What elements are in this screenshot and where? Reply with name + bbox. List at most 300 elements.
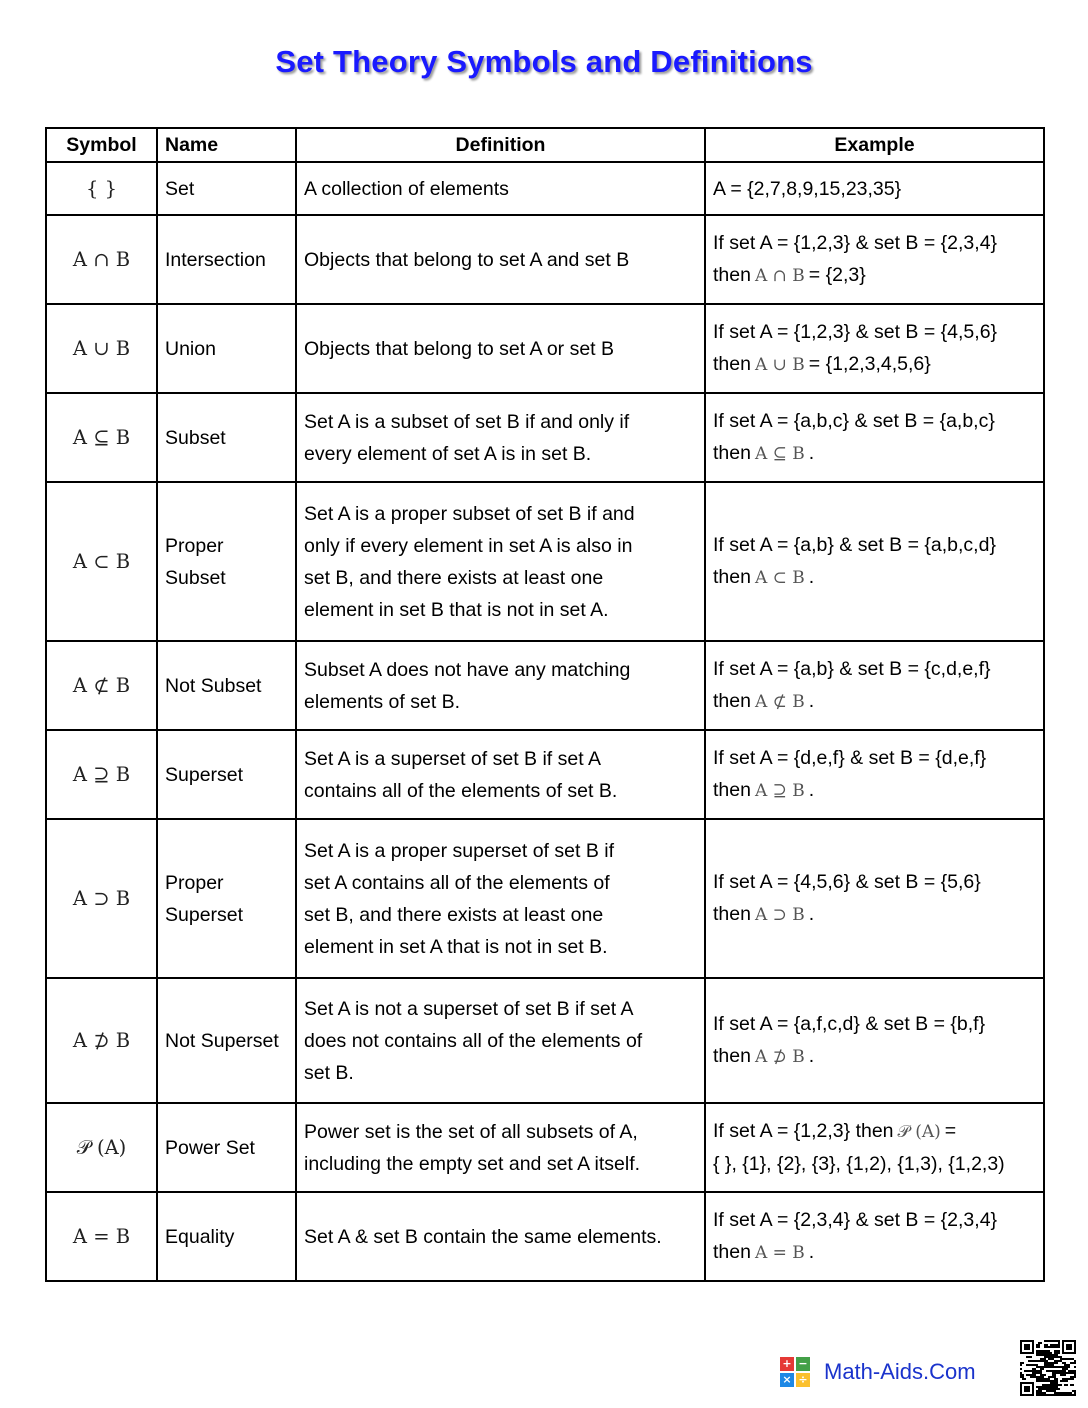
qr-module	[1052, 1372, 1054, 1374]
qr-module	[1036, 1364, 1038, 1366]
qr-module	[1022, 1378, 1024, 1380]
qr-module	[1048, 1366, 1050, 1368]
symbol-cell: { }	[46, 162, 157, 215]
definition-line: set B, and there exists at least one	[304, 903, 604, 926]
qr-module	[1040, 1358, 1042, 1360]
example-line	[713, 1204, 1036, 1236]
example-text: If set A = {a,b} & set B = {c,d,e,f}	[713, 658, 991, 680]
definition-cell	[296, 1103, 705, 1192]
example-text: .	[808, 779, 815, 801]
qr-module	[1040, 1352, 1042, 1354]
definition-line: Power set is the set of all subsets of A,	[304, 1120, 638, 1143]
qr-module	[1030, 1370, 1032, 1372]
qr-module	[1024, 1386, 1030, 1392]
qr-module	[1050, 1388, 1052, 1390]
table-row-set	[46, 162, 1044, 215]
qr-module	[1032, 1374, 1034, 1376]
qr-module	[1052, 1340, 1054, 1342]
qr-module	[1040, 1392, 1042, 1394]
qr-module	[1038, 1342, 1040, 1344]
qr-module	[1060, 1384, 1062, 1386]
table-row-union	[46, 304, 1044, 393]
name-cell	[157, 482, 296, 641]
name-line: Not Superset	[165, 1029, 279, 1052]
qr-module	[1052, 1354, 1054, 1356]
example-text: =	[944, 1120, 957, 1142]
qr-module	[1052, 1384, 1054, 1386]
definition-cell	[296, 978, 705, 1103]
qr-module	[1030, 1376, 1032, 1378]
qr-module	[1024, 1370, 1026, 1372]
header-symbol: Symbol	[46, 128, 157, 162]
qr-module	[1048, 1356, 1050, 1358]
qr-module	[1056, 1366, 1058, 1368]
qr-module	[1064, 1358, 1066, 1360]
example-text: .	[808, 442, 815, 464]
symbol-cell: A ∩ B	[46, 215, 157, 304]
qr-module	[1072, 1372, 1074, 1374]
definition-line: set A contains all of the elements of	[304, 871, 610, 894]
example-text: then	[713, 779, 751, 801]
qr-module	[1042, 1366, 1044, 1368]
example-cell	[705, 393, 1044, 482]
qr-module	[1058, 1384, 1060, 1386]
qr-module	[1050, 1340, 1052, 1342]
example-text: .	[808, 690, 815, 712]
qr-module	[1068, 1378, 1070, 1380]
qr-module	[1038, 1360, 1040, 1362]
qr-module	[1052, 1344, 1054, 1346]
qr-module	[1036, 1366, 1038, 1368]
example-text: then	[713, 1241, 751, 1263]
qr-module	[1060, 1392, 1062, 1394]
qr-module	[1048, 1384, 1050, 1386]
qr-module	[1062, 1366, 1064, 1368]
qr-module	[1048, 1378, 1050, 1380]
qr-module	[1034, 1374, 1036, 1376]
qr-module	[1054, 1340, 1056, 1342]
qr-module	[1062, 1358, 1064, 1360]
qr-module	[1020, 1368, 1022, 1370]
example-text: If set A = {a,b} & set B = {a,b,c,d}	[713, 534, 996, 556]
qr-module	[1064, 1392, 1066, 1394]
example-text: then	[713, 903, 751, 925]
example-math: A ⊃ B	[754, 905, 805, 925]
example-text: If set A = {2,3,4} & set B = {2,3,4}	[713, 1209, 998, 1231]
qr-module	[1058, 1356, 1060, 1358]
qr-module	[1048, 1390, 1050, 1392]
qr-module	[1036, 1394, 1038, 1396]
qr-module	[1054, 1378, 1056, 1380]
qr-module	[1044, 1344, 1046, 1346]
example-text: { }, {1}, {2}, {3}, {1,2), {1,3), {1,2,3)	[713, 1153, 1005, 1175]
qr-module	[1048, 1394, 1050, 1396]
qr-module	[1054, 1394, 1056, 1396]
qr-module	[1028, 1374, 1030, 1376]
qr-module	[1038, 1370, 1040, 1372]
name-cell	[157, 304, 296, 393]
qr-module	[1038, 1352, 1040, 1354]
qr-module	[1066, 1364, 1068, 1366]
qr-module	[1054, 1382, 1056, 1384]
qr-module	[1052, 1370, 1054, 1372]
qr-module	[1062, 1374, 1064, 1376]
qr-module	[1068, 1364, 1070, 1366]
qr-module	[1056, 1384, 1058, 1386]
qr-module	[1070, 1384, 1072, 1386]
symbol-cell: A ⊆ B	[46, 393, 157, 482]
qr-module	[1070, 1394, 1072, 1396]
name-line: Superset	[165, 903, 244, 926]
qr-module	[1062, 1378, 1064, 1380]
example-line	[713, 405, 1036, 437]
definition-cell	[296, 215, 705, 304]
qr-module	[1074, 1370, 1076, 1372]
qr-module	[1058, 1352, 1060, 1354]
qr-module	[1052, 1364, 1054, 1366]
definition-cell	[296, 1192, 705, 1281]
symbol-cell: 𝒫 (A)	[46, 1103, 157, 1192]
qr-module	[1058, 1370, 1060, 1372]
example-line	[713, 227, 1036, 259]
qr-module	[1074, 1390, 1076, 1392]
qr-module	[1038, 1386, 1040, 1388]
qr-module	[1064, 1364, 1066, 1366]
qr-module	[1066, 1392, 1068, 1394]
qr-module	[1054, 1392, 1056, 1394]
qr-module	[1044, 1378, 1046, 1380]
table-row-equality	[46, 1192, 1044, 1281]
example-text: If set A = {1,2,3} then	[713, 1120, 894, 1142]
definition-line: set B, and there exists at least one	[304, 566, 604, 589]
definition-line: element in set B that is not in set A.	[304, 598, 609, 621]
qr-module	[1070, 1372, 1072, 1374]
qr-module	[1058, 1394, 1060, 1396]
qr-module	[1044, 1374, 1046, 1376]
qr-module	[1058, 1372, 1060, 1374]
definition-cell	[296, 819, 705, 978]
qr-module	[1050, 1366, 1052, 1368]
example-cell	[705, 641, 1044, 730]
qr-module	[1056, 1388, 1058, 1390]
qr-module	[1064, 1380, 1066, 1382]
example-text: If set A = {1,2,3} & set B = {4,5,6}	[713, 321, 998, 343]
qr-module	[1042, 1358, 1044, 1360]
qr-module	[1062, 1392, 1064, 1394]
logo-glyph: −	[796, 1357, 810, 1371]
definition-line: Set A is not a superset of set B if set A	[304, 997, 634, 1020]
qr-module	[1064, 1362, 1066, 1364]
example-line	[713, 561, 1036, 594]
symbol-cell: A ⊅ B	[46, 978, 157, 1103]
qr-module	[1026, 1364, 1028, 1366]
symbol-cell: A ∪ B	[46, 304, 157, 393]
qr-module	[1046, 1366, 1048, 1368]
example-text: .	[808, 566, 815, 588]
example-text: If set A = {1,2,3} & set B = {2,3,4}	[713, 232, 998, 254]
name-line: Proper	[165, 871, 224, 894]
qr-module	[1060, 1360, 1062, 1362]
qr-module	[1058, 1392, 1060, 1394]
definition-cell	[296, 304, 705, 393]
example-text: A = {2,7,8,9,15,23,35}	[713, 177, 902, 200]
logo-glyph: ×	[780, 1373, 794, 1387]
name-line: Not Subset	[165, 674, 262, 697]
qr-module	[1038, 1394, 1040, 1396]
qr-module	[1046, 1344, 1048, 1346]
qr-module	[1064, 1378, 1066, 1380]
definition-line: elements of set B.	[304, 690, 461, 713]
qr-module	[1058, 1388, 1060, 1390]
qr-module	[1046, 1370, 1048, 1372]
logo-glyph: ÷	[796, 1373, 810, 1387]
qr-module	[1066, 1358, 1068, 1360]
example-line	[713, 259, 1036, 292]
qr-module	[1070, 1376, 1072, 1378]
qr-module	[1052, 1374, 1054, 1376]
qr-module	[1026, 1356, 1028, 1358]
qr-module	[1028, 1356, 1030, 1358]
brand-name: Math-Aids.Com	[824, 1359, 976, 1384]
set-symbols-table	[45, 127, 1045, 1282]
qr-module	[1052, 1356, 1054, 1358]
qr-module	[1046, 1384, 1048, 1386]
qr-module	[1070, 1362, 1072, 1364]
qr-module	[1046, 1390, 1048, 1392]
definition-line: Set A is a proper subset of set B if and	[304, 502, 635, 525]
qr-module	[1052, 1376, 1054, 1378]
qr-module	[1066, 1366, 1068, 1368]
qr-module	[1022, 1376, 1024, 1378]
qr-module	[1050, 1358, 1052, 1360]
qr-module	[1058, 1366, 1060, 1368]
qr-module	[1050, 1364, 1052, 1366]
qr-module	[1052, 1394, 1054, 1396]
qr-module	[1024, 1378, 1026, 1380]
qr-module	[1026, 1374, 1028, 1376]
name-cell	[157, 1192, 296, 1281]
qr-module	[1066, 1344, 1072, 1350]
name-cell	[157, 819, 296, 978]
example-line	[713, 1236, 1036, 1269]
qr-module	[1070, 1392, 1072, 1394]
qr-module	[1056, 1378, 1058, 1380]
table-row-not-superset	[46, 978, 1044, 1103]
example-math: A = B	[754, 1243, 805, 1263]
definition-line: Set A is a subset of set B if and only if	[304, 410, 630, 433]
math-aids-logo-icon	[780, 1357, 810, 1387]
qr-module	[1040, 1342, 1042, 1344]
qr-module	[1056, 1386, 1058, 1388]
qr-module	[1044, 1388, 1046, 1390]
qr-module	[1042, 1354, 1044, 1356]
definition-line: Subset A does not have any matching	[304, 658, 631, 681]
qr-module	[1048, 1354, 1050, 1356]
qr-module	[1074, 1374, 1076, 1376]
qr-module	[1054, 1350, 1056, 1352]
name-line: Subset	[165, 426, 226, 449]
symbol-cell: A ⊄ B	[46, 641, 157, 730]
qr-module	[1048, 1340, 1050, 1342]
qr-module	[1042, 1378, 1044, 1380]
qr-module	[1040, 1366, 1042, 1368]
qr-module	[1050, 1376, 1052, 1378]
qr-module	[1044, 1364, 1046, 1366]
qr-module	[1020, 1362, 1022, 1364]
qr-module	[1054, 1384, 1056, 1386]
qr-module	[1022, 1374, 1024, 1376]
qr-module	[1038, 1388, 1040, 1390]
qr-module	[1060, 1394, 1062, 1396]
qr-module	[1032, 1364, 1034, 1366]
example-line	[713, 653, 1036, 685]
qr-module	[1048, 1346, 1050, 1348]
qr-module	[1068, 1358, 1070, 1360]
qr-module	[1044, 1346, 1046, 1348]
example-line	[713, 348, 1036, 381]
qr-module	[1036, 1370, 1038, 1372]
qr-module	[1062, 1368, 1064, 1370]
qr-module	[1052, 1366, 1054, 1368]
table-row-subset	[46, 393, 1044, 482]
definition-line: Set A & set B contain the same elements.	[304, 1225, 662, 1248]
qr-module	[1024, 1344, 1030, 1350]
qr-module	[1034, 1370, 1036, 1372]
example-text: then	[713, 1045, 751, 1067]
example-cell	[705, 482, 1044, 641]
qr-module	[1044, 1392, 1046, 1394]
qr-module	[1040, 1354, 1042, 1356]
qr-module	[1064, 1370, 1066, 1372]
qr-module	[1060, 1380, 1062, 1382]
example-math: A ⊅ B	[754, 1047, 805, 1067]
qr-module	[1048, 1376, 1050, 1378]
definition-line: contains all of the elements of set B.	[304, 779, 618, 802]
qr-module	[1054, 1388, 1056, 1390]
qr-module	[1034, 1368, 1036, 1370]
name-cell	[157, 641, 296, 730]
qr-module	[1044, 1356, 1046, 1358]
qr-module	[1074, 1372, 1076, 1374]
definition-line: Set A is a proper superset of set B if	[304, 839, 615, 862]
qr-module	[1036, 1360, 1038, 1362]
example-math: A ⊂ B	[754, 568, 805, 588]
qr-module	[1050, 1386, 1052, 1388]
qr-module	[1048, 1350, 1050, 1352]
page-title: Set Theory Symbols and Definitions	[275, 44, 813, 79]
qr-module	[1046, 1354, 1048, 1356]
qr-module	[1060, 1366, 1062, 1368]
qr-module	[1044, 1350, 1046, 1352]
example-line	[713, 529, 1036, 561]
qr-module	[1026, 1370, 1028, 1372]
qr-module	[1048, 1370, 1050, 1372]
qr-module	[1040, 1368, 1042, 1370]
qr-module	[1052, 1386, 1054, 1388]
qr-module	[1060, 1374, 1062, 1376]
qr-code-icon	[1020, 1340, 1076, 1396]
qr-module	[1056, 1354, 1058, 1356]
example-cell	[705, 215, 1044, 304]
example-text: then	[713, 566, 751, 588]
qr-module	[1056, 1360, 1058, 1362]
table-row-proper-superset	[46, 819, 1044, 978]
example-line	[713, 1008, 1036, 1040]
header-name: Name	[157, 128, 296, 162]
qr-module	[1046, 1394, 1048, 1396]
qr-module	[1034, 1372, 1036, 1374]
qr-module	[1038, 1344, 1040, 1346]
name-line: Superset	[165, 763, 244, 786]
table-row-not-subset	[46, 641, 1044, 730]
example-text: If set A = {4,5,6} & set B = {5,6}	[713, 871, 981, 893]
table-row-proper-subset	[46, 482, 1044, 641]
qr-module	[1028, 1360, 1030, 1362]
qr-module	[1038, 1392, 1040, 1394]
qr-module	[1050, 1390, 1052, 1392]
qr-module	[1054, 1356, 1056, 1358]
qr-module	[1022, 1362, 1024, 1364]
qr-module	[1036, 1386, 1038, 1388]
example-text: If set A = {a,b,c} & set B = {a,b,c}	[713, 410, 995, 432]
qr-module	[1068, 1394, 1070, 1396]
qr-module	[1042, 1350, 1044, 1352]
qr-module	[1036, 1372, 1038, 1374]
example-line	[713, 437, 1036, 470]
name-cell	[157, 162, 296, 215]
example-line	[713, 316, 1036, 348]
qr-module	[1044, 1386, 1046, 1388]
name-line: Intersection	[165, 248, 266, 271]
qr-module	[1040, 1390, 1042, 1392]
qr-module	[1054, 1366, 1056, 1368]
qr-module	[1050, 1384, 1052, 1386]
name-cell	[157, 215, 296, 304]
example-text: then	[713, 690, 751, 712]
definition-line: Objects that belong to set A and set B	[304, 248, 630, 271]
example-text: = {1,2,3,4,5,6}	[808, 353, 931, 375]
example-cell	[705, 819, 1044, 978]
qr-module	[1064, 1374, 1066, 1376]
name-line: Union	[165, 337, 216, 360]
qr-module	[1042, 1352, 1044, 1354]
definition-line: does not contains all of the elements of	[304, 1029, 643, 1052]
qr-module	[1072, 1358, 1074, 1360]
qr-module	[1042, 1384, 1044, 1386]
definition-cell	[296, 641, 705, 730]
definition-line: Set A is a superset of set B if set A	[304, 747, 601, 770]
qr-module	[1070, 1370, 1072, 1372]
example-cell	[705, 162, 1044, 215]
qr-module	[1064, 1394, 1066, 1396]
example-line	[713, 1115, 1036, 1148]
qr-module	[1074, 1366, 1076, 1368]
qr-module	[1042, 1388, 1044, 1390]
qr-module	[1068, 1372, 1070, 1374]
symbol-cell: A ⊂ B	[46, 482, 157, 641]
qr-module	[1040, 1350, 1042, 1352]
qr-module	[1054, 1352, 1056, 1354]
qr-module	[1050, 1346, 1052, 1348]
qr-module	[1032, 1376, 1034, 1378]
definition-line: Objects that belong to set A or set B	[304, 337, 615, 360]
qr-module	[1036, 1354, 1038, 1356]
qr-module	[1040, 1360, 1042, 1362]
qr-module	[1040, 1388, 1042, 1390]
qr-module	[1050, 1352, 1052, 1354]
qr-module	[1038, 1376, 1040, 1378]
example-line	[713, 742, 1036, 774]
